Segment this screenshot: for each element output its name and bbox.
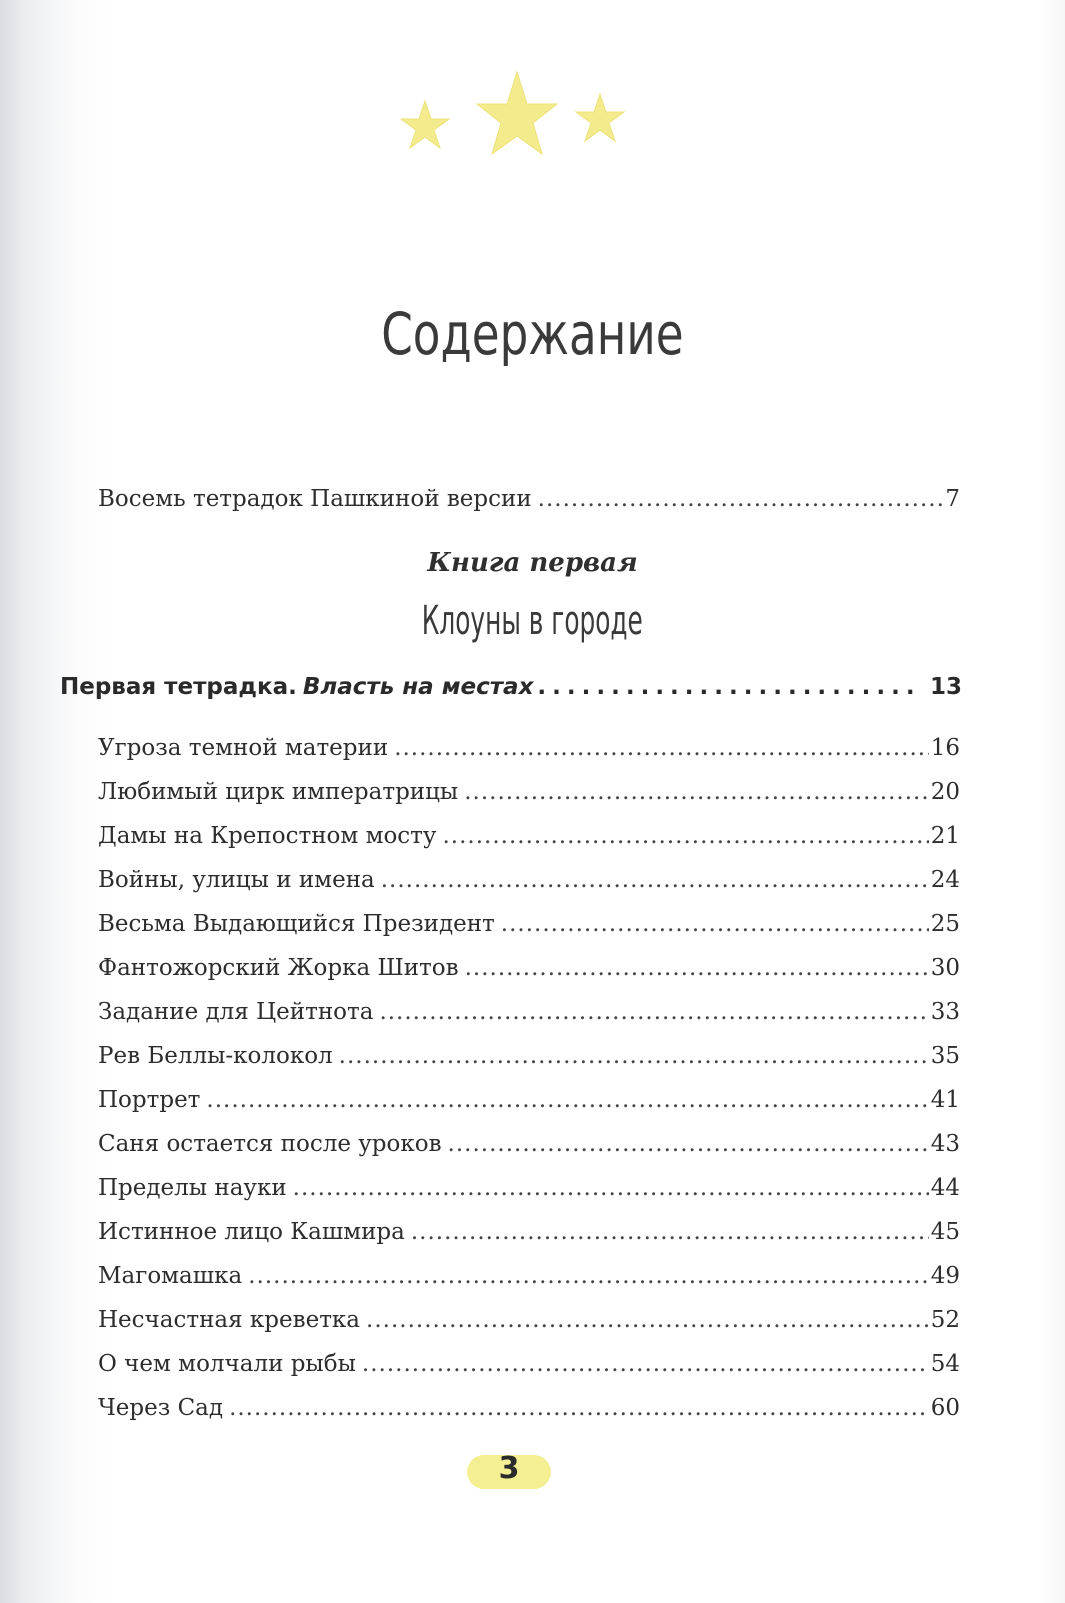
dot-leader xyxy=(394,735,929,761)
toc-entry[interactable] xyxy=(98,1175,960,1209)
dot-leader xyxy=(538,486,944,512)
toc-entry[interactable] xyxy=(98,1219,960,1253)
toc-entry-label: Истинное лицо Кашмира xyxy=(98,1219,405,1245)
toc-entry-page: 21 xyxy=(930,823,960,849)
page-number: 3 xyxy=(498,1451,520,1486)
dot-leader xyxy=(501,911,929,937)
toc-entry[interactable] xyxy=(98,823,960,857)
toc-entry-page: 54 xyxy=(930,1351,960,1377)
dot-leader xyxy=(229,1395,929,1421)
toc-entry-label: Пределы науки xyxy=(98,1175,287,1201)
toc-entry[interactable] xyxy=(98,955,960,989)
toc-entry-page: 45 xyxy=(930,1219,960,1245)
dot-leader xyxy=(206,1087,928,1113)
toc-entry-page: 41 xyxy=(930,1087,960,1113)
toc-entry[interactable] xyxy=(98,1087,960,1121)
dot-leader xyxy=(381,867,929,893)
toc-entry[interactable] xyxy=(98,1307,960,1341)
dot-leader xyxy=(379,999,928,1025)
toc-entry[interactable] xyxy=(98,867,960,901)
toc-entry-label: О чем молчали рыбы xyxy=(98,1351,356,1377)
toc-entry[interactable] xyxy=(98,1351,960,1385)
toc-entry-page: 52 xyxy=(930,1307,960,1333)
toc-entry[interactable] xyxy=(98,735,960,769)
book-title: Клоуны в городе xyxy=(421,598,643,644)
book-label: Книга первая xyxy=(427,548,638,578)
toc-part-entry[interactable] xyxy=(60,674,962,712)
dot-leader xyxy=(339,1043,929,1069)
toc-title: Содержание xyxy=(381,300,684,368)
toc-entry-page: 25 xyxy=(930,911,960,937)
dot-leader xyxy=(465,955,929,981)
toc-entry-page: 49 xyxy=(930,1263,960,1289)
dot-leader xyxy=(366,1307,929,1333)
star-icon xyxy=(576,94,624,141)
toc-entry-page: 44 xyxy=(930,1175,960,1201)
toc-entry-page: 20 xyxy=(930,779,960,805)
toc-entry-page: 16 xyxy=(930,735,960,761)
toc-entry-label: Рев Беллы-колокол xyxy=(98,1043,333,1069)
toc-entry-label: Портрет xyxy=(98,1087,201,1113)
toc-entry[interactable] xyxy=(98,1395,960,1429)
toc-entry[interactable] xyxy=(98,779,960,813)
part-title: Первая тетрадка. xyxy=(60,674,297,700)
toc-entry-label: Задание для Цейтнота xyxy=(98,999,374,1025)
dot-leader xyxy=(248,1263,928,1289)
toc-entry-page: 7 xyxy=(945,486,960,512)
dot-leader xyxy=(362,1351,929,1377)
star-icon xyxy=(401,101,449,148)
toc-entry-page: 35 xyxy=(930,1043,960,1069)
toc-entry[interactable] xyxy=(98,999,960,1033)
dot-leader xyxy=(293,1175,929,1201)
toc-entry-label: Восемь тетрадок Пашкиной версии xyxy=(98,486,532,512)
dot-leader xyxy=(442,823,928,849)
toc-entry-label: Фантожорский Жорка Шитов xyxy=(98,955,459,981)
toc-entry[interactable] xyxy=(98,1131,960,1165)
toc-entry-label: Весьма Выдающийся Президент xyxy=(98,911,495,937)
toc-entry-label: Магомашка xyxy=(98,1263,243,1289)
toc-entry-intro[interactable] xyxy=(98,486,960,520)
toc-entry-label: Несчастная креветка xyxy=(98,1307,361,1333)
toc-entry-page: 33 xyxy=(930,999,960,1025)
star-icon xyxy=(477,72,557,154)
toc-entry-label: Через Сад xyxy=(98,1395,224,1421)
toc-entry[interactable] xyxy=(98,1043,960,1077)
toc-entry[interactable] xyxy=(98,911,960,945)
toc-entry-label: Угроза темной материи xyxy=(98,735,389,761)
toc-entry-label: Любимый цирк императрицы xyxy=(98,779,459,805)
part-page: 13 xyxy=(929,674,962,700)
toc-entry-page: 43 xyxy=(930,1131,960,1157)
toc-entry-label: Войны, улицы и имена xyxy=(98,867,375,893)
stars-decoration xyxy=(0,0,1065,200)
dot-leader xyxy=(537,674,920,700)
toc-entry-label: Саня остается после уроков xyxy=(98,1131,442,1157)
toc-entry-label: Дамы на Крепостном мосту xyxy=(98,823,437,849)
dot-leader xyxy=(464,779,928,805)
toc-entry-page: 30 xyxy=(930,955,960,981)
dot-leader xyxy=(448,1131,929,1157)
toc-entry-page: 60 xyxy=(930,1395,960,1421)
toc-entry[interactable] xyxy=(98,1263,960,1297)
part-subtitle: Власть на местах xyxy=(302,674,534,700)
dot-leader xyxy=(411,1219,929,1245)
toc-entry-page: 24 xyxy=(930,867,960,893)
